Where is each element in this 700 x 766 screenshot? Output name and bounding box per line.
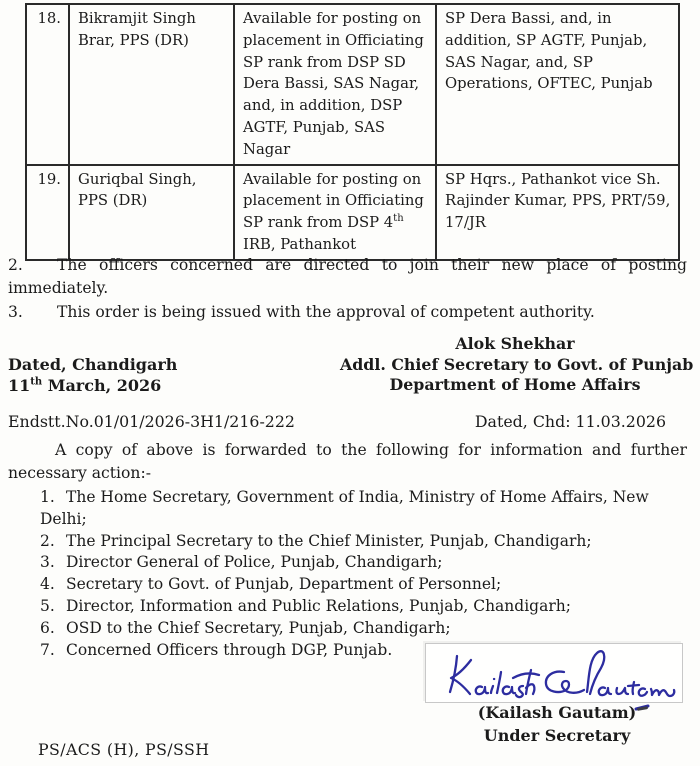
posting-table — [25, 3, 680, 261]
availability-text: Available for posting on placement in Officiating SP rank from DSP 4 — [243, 170, 424, 232]
officer-name: Guriqbal Singh, PPS (DR) — [78, 170, 197, 210]
ordinal-superscript: th — [30, 376, 43, 388]
list-number: 4. — [40, 575, 55, 594]
list-number: 7. — [40, 640, 55, 659]
list-item — [40, 596, 690, 618]
cell-serial — [26, 165, 69, 260]
paragraph-line: necessary action:- — [8, 464, 151, 482]
list-number: 2. — [40, 531, 55, 550]
cell-availability — [234, 4, 436, 165]
table-row-18 — [26, 4, 679, 165]
list-text: The Home Secretary, Government of India, Ministry of Home Affairs, New Delhi; — [40, 488, 649, 528]
cell-officer-name — [69, 4, 234, 165]
list-item — [40, 574, 690, 596]
paragraph-line — [8, 254, 687, 277]
cell-posting — [436, 4, 679, 165]
signatory-block — [340, 334, 694, 396]
serial-number: 18. — [37, 10, 61, 27]
endorsement-number: Endstt.No.01/01/2026-3H1/216-222 — [8, 412, 295, 431]
table-row-19 — [26, 165, 679, 260]
list-item — [40, 618, 690, 640]
list-text: OSD to the Chief Secretary, Punjab, Chandigarh; — [66, 618, 451, 637]
dateline-block — [8, 355, 177, 396]
list-number: 1. — [40, 488, 55, 506]
list-text: Secretary to Govt. of Punjab, Department of Personnel; — [66, 575, 502, 594]
list-item — [40, 531, 690, 553]
posting-text: SP Hqrs., Pathankot vice Sh. Rajinder Kumar, PPS, PRT/59, 17/JR — [445, 170, 671, 232]
date-rest: March, 2026 — [42, 375, 162, 395]
dateline-place: Dated, Chandigarh — [8, 355, 178, 374]
officer-name: Bikramjit Singh Brar, PPS (DR) — [78, 10, 196, 49]
signatory-title: Addl. Chief Secretary to Govt. of Punjab — [340, 354, 694, 374]
availability-text-cont: IRB, Pathankot — [243, 235, 357, 253]
paragraph-number: 3. — [8, 303, 23, 321]
order-paragraph-2 — [8, 254, 687, 300]
footer-reference: PS/ACS (H), PS/SSH — [38, 740, 210, 759]
ordinal-superscript: th — [393, 213, 404, 225]
forwarding-paragraph — [8, 439, 687, 485]
cell-posting — [436, 165, 679, 260]
endorsement-row — [8, 411, 687, 433]
list-text: Director, Information and Public Relations, Punjab, Chandigarh; — [66, 596, 571, 615]
list-item — [40, 487, 690, 531]
paragraph-text: This order is being issued with the approval of competent authority. — [57, 303, 595, 321]
serial-number: 19. — [37, 170, 61, 188]
endorsement-date: Dated, Chd: 11.03.2026 — [474, 412, 666, 431]
list-number: 5. — [40, 596, 55, 615]
availability-text: Available for posting on placement in Officiating SP rank from DSP SD Dera Bassi, SAS Nagar, and, in addition, DSP AGTF, Punjab, SAS Nagar — [243, 10, 424, 158]
dateline-date — [8, 376, 177, 397]
list-text: Director General of Police, Punjab, Chandigarh; — [66, 553, 443, 572]
list-item — [40, 552, 690, 574]
order-paragraph-3 — [8, 301, 687, 324]
list-text: Concerned Officers through DGP, Punjab. — [66, 640, 393, 659]
paragraph-text: The officers concerned are directed to join their new place of posting — [57, 256, 687, 274]
cell-availability — [234, 165, 436, 260]
signature-printed-name: (Kailash Gautam) — [477, 703, 637, 722]
signatory-department: Department of Home Affairs — [389, 375, 641, 394]
cell-serial — [26, 4, 69, 165]
paragraph-line: immediately. — [8, 279, 109, 297]
list-number: 6. — [40, 618, 55, 637]
signatory-name: Alok Shekhar — [455, 334, 575, 353]
list-number: 3. — [40, 553, 55, 572]
list-text: The Principal Secretary to the Chief Minister, Punjab, Chandigarh; — [66, 531, 592, 550]
cell-officer-name — [69, 165, 234, 260]
paragraph-line: A copy of above is forwarded to the following for information and further — [55, 441, 687, 459]
date-day: 11 — [8, 375, 31, 395]
signature-title: Under Secretary — [483, 726, 631, 745]
paragraph-number: 2. — [8, 256, 23, 274]
posting-text: SP Dera Bassi, and, in addition, SP AGTF, Punjab, SAS Nagar, and, SP Operations, OFTEC, Punjab — [445, 10, 653, 93]
recipients-list — [40, 487, 690, 661]
